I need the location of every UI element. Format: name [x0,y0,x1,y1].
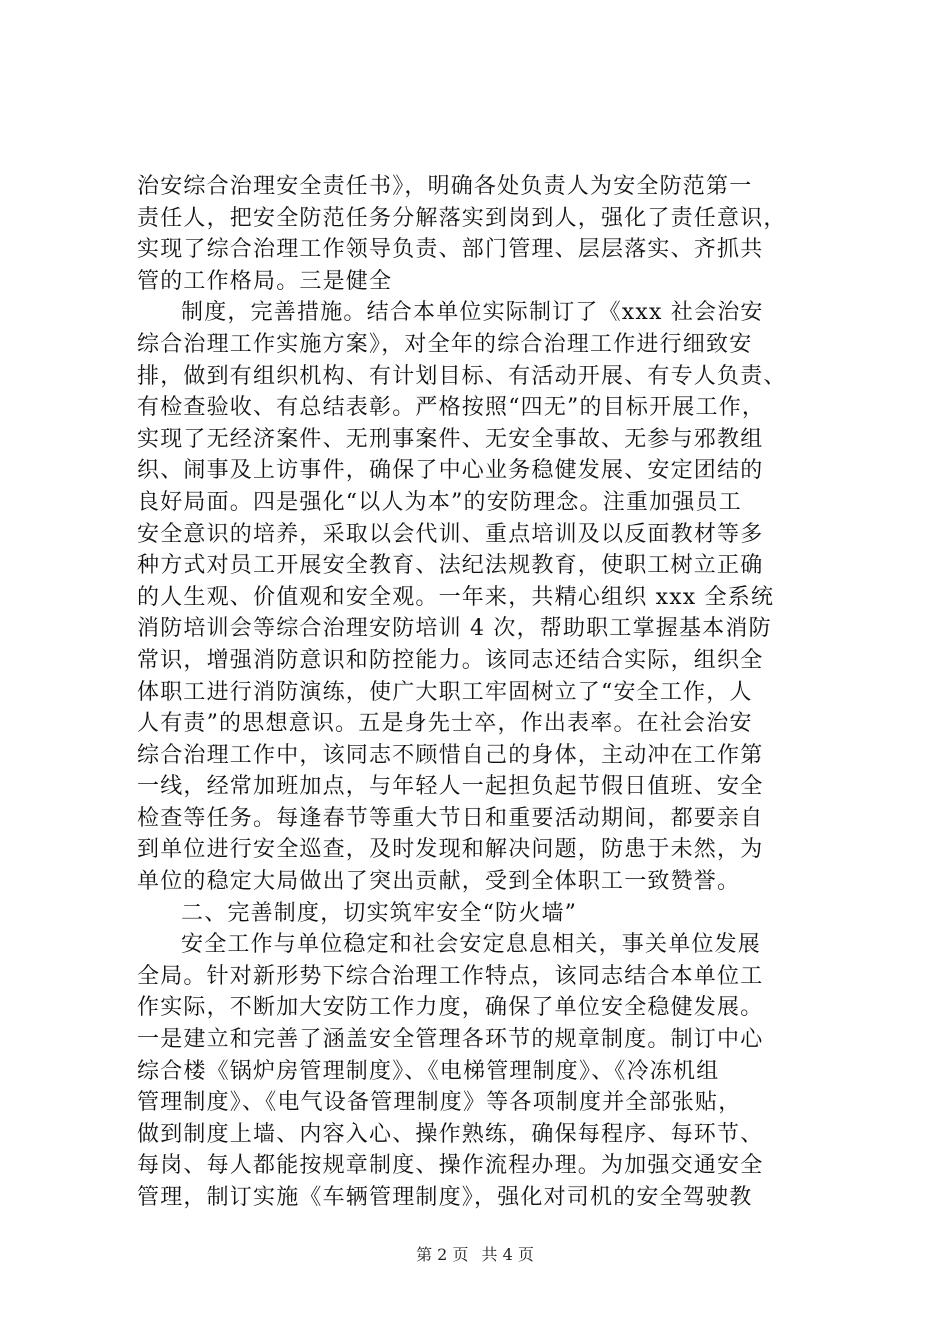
text-line: 作实际，不断加大安防工作力度，确保了单位安全稳健发展。 [137,995,764,1021]
text-line: 实现了综合治理工作领导负责、部门管理、层层落实、齐抓共 [137,237,764,263]
text-line: 每岗、每人都能按规章制度、操作流程办理。为加强交通安全 [137,1153,764,1179]
page-total: 共 4 页 [481,1245,534,1264]
page-footer [0,1245,950,1265]
text-line: 体职工进行消防演练，使广大职工牢固树立了“安全工作，人 [137,679,753,705]
text-line: 综合治理工作中，该同志不顾惜自己的身体，主动冲在工作第 [137,742,764,768]
text-line: 综合楼《锅炉房管理制度》、《电梯管理制度》、《冷冻机组 [137,1058,720,1084]
text-line: 一是建立和完善了涵盖安全管理各环节的规章制度。制订中心 [137,1027,764,1053]
text-line: 实现了无经济案件、无刑事案件、无安全事故、无参与邪教组 [137,426,764,452]
text-line: 常识，增强消防意识和防控能力。该同志还结合实际，组织全 [137,647,764,673]
text-line: 责任人，把安全防范任务分解落实到岗到人，强化了责任意识， [137,205,787,231]
text-line: 单位的稳定大局做出了突出贡献，受到全体职工一致赞誉。 [137,869,741,895]
text-line: 管理制度》、《电气设备管理制度》等各项制度并全部张贴， [137,1090,742,1116]
text-line: 检查等任务。每逢春节等重大节日和重要活动期间，都要亲自 [137,805,764,831]
text-line: 制度，完善措施。结合本单位实际制订了《xxx 社会治安 [181,300,764,326]
text-line: 人有责”的思想意识。五是身先士卒，作出表率。在社会治安 [137,711,753,737]
text-line: 全局。针对新形势下综合治理工作特点，该同志结合本单位工 [137,963,764,989]
text-line: 良好局面。四是强化“以人为本”的安防理念。注重加强员工 [137,489,742,515]
page-number: 第 2 页 [416,1245,469,1264]
text-line: 安全工作与单位稳定和社会安定息息相关，事关单位发展 [181,932,762,958]
text-line: 消防培训会等综合治理安防培训 4 次，帮助职工掌握基本消防 [137,616,772,642]
text-line: 安全意识的培养，采取以会代训、重点培训及以反面教材等多 [137,521,764,547]
text-line: 排，做到有组织机构、有计划目标、有活动开展、有专人负责、 [137,363,787,389]
text-line: 的人生观、价值观和安全观。一年来，共精心组织 xxx 全系统 [137,584,775,610]
text-line: 管理，制订实施《车辆管理制度》，强化对司机的安全驾驶教 [137,1185,753,1210]
text-line: 治安综合治理安全责任书》，明确各处负责人为安全防范第一 [137,174,753,199]
text-line: 有检查验收、有总结表彰。严格按照“四无”的目标开展工作， [137,395,766,421]
text-line: 做到制度上墙、内容入心、操作熟练，确保每程序、每环节、 [137,1121,764,1147]
text-line: 一线，经常加班加点，与年轻人一起担负起节假日值班、安全 [137,774,764,800]
text-line: 管的工作格局。三是健全 [137,268,393,294]
document-body [137,171,837,1214]
text-line: 织、闹事及上访事件，确保了中心业务稳健发展、安定团结的 [137,458,764,484]
text-line: 综合治理工作实施方案》，对全年的综合治理工作进行细致安 [137,331,753,357]
text-line: 二、完善制度，切实筑牢安全“防火墙” [181,900,578,926]
text-line: 种方式对员工开展安全教育、法纪法规教育，使职工树立正确 [137,553,764,579]
text-line: 到单位进行安全巡查，及时发现和解决问题，防患于未然，为 [137,837,764,863]
